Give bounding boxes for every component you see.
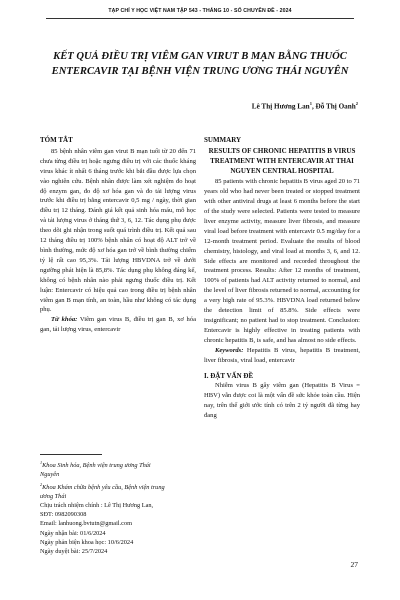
phone-number: SĐT: 0982090308 xyxy=(40,511,87,519)
journal-header: TẠP CHÍ Y HỌC VIỆT NAM TẬP 543 - THÁNG 10 - SỐ CHUYÊN ĐỀ - 2024 xyxy=(108,8,292,14)
keywords-en-text: Hepatitis B virus, hepatitis B treatment, liver fibrosis, viral load, entercavir xyxy=(204,346,360,364)
author-2-affiliation: 2 xyxy=(355,101,358,106)
author-2: Đỗ Thị Oanh xyxy=(315,102,356,111)
email-address: Email: lanhuong.bvtutn@gmail.com xyxy=(40,520,133,528)
footnote-affiliation-1 xyxy=(40,458,200,470)
article-title-vi: KẾT QUẢ ĐIỀU TRỊ VIÊM GAN VIRUT B MẠN BẰNG THUỐC ENTERCAVIR TẠI BỆNH VIỆN TRUNG ƯƠNG THÁI NGUYÊN xyxy=(51,51,349,77)
summary-vi-keywords xyxy=(40,315,196,335)
footnote-1-text: Khoa Sinh hóa, Bệnh viện trung ương Thái xyxy=(42,462,151,470)
summary-en-keywords xyxy=(204,346,360,366)
right-column xyxy=(204,136,360,421)
footnote-1-marker: 1 xyxy=(40,460,43,465)
summary-en-body: 85 patients with chronic hepatitis B virus aged 20 to 71 years old who had never been treated or stopped treatment with other antiviral drugs at least 6 months before the start of the study were selected. Patients were tested to measure liver enzyme activity, measure liver fibrosis, and measure viral load before treatment with entercavir 0.5 mg/day for a 12-month treatment period. Evaluate the results of blood chemistry, histology, and viral load at months 3, 6, and 12. Side effects are monitored and recorded throughout the treatment process. Results: After 12 months of treatment, 100% of patients had ALT activity returned to normal, and the level of liver fibrosis returned to normal, accounting for a very high rate of 95.3%. HBVDNA load returned below the detection limit of 85.8%. Side effects were insignificant; no patient had to stop treatment. Conclusion: Entercavir is highly effective in treating patients with chronic hepatitis B, is safe, and has almost no side effects. xyxy=(204,178,360,344)
left-column xyxy=(40,136,196,335)
date-accepted: Ngày duyệt bài: 25/7/2024 xyxy=(40,548,108,556)
footnotes xyxy=(40,458,200,556)
keywords-vi-label: Từ khóa: xyxy=(51,316,78,324)
footnote-rule xyxy=(40,454,102,455)
page-number: 27 xyxy=(350,560,358,569)
summary-vi-heading: TÓM TẮT xyxy=(40,136,73,144)
header-rule xyxy=(46,18,354,19)
footnote-affiliation-2-cont: ương Thái xyxy=(40,492,67,500)
footnote-affiliation-2 xyxy=(40,480,200,492)
author-separator: , xyxy=(311,102,316,111)
summary-en-heading: SUMMARY xyxy=(204,136,242,144)
footnote-2-text: Khoa Khám chữa bệnh yêu cầu, Bệnh viện trung xyxy=(42,483,165,491)
intro-heading: I. ĐẶT VẤN ĐỀ xyxy=(204,371,254,380)
author-1-affiliation: 1 xyxy=(309,101,312,106)
date-reviewed: Ngày phản biện khoa học: 10/6/2024 xyxy=(40,538,134,546)
footnote-2-marker: 2 xyxy=(40,481,43,487)
date-received: Ngày nhận bài: 01/6/2024 xyxy=(40,529,106,537)
intro-body: Nhiễm virus B gây viêm gan (Hepatitis B Virus = HBV) vẫn được coi là một vấn đề sức khỏe toàn cầu. Hiện nay, trên thế giới ước tính có trên 2 tỷ người đã từng hay đang xyxy=(204,382,360,420)
author-line xyxy=(252,101,358,110)
footnote-affiliation-1-cont: Nguyên xyxy=(40,471,60,479)
corresponding-author: Chịu trách nhiệm chính : Lê Thị Hương Lan, xyxy=(40,502,154,509)
article-title-en: RESULTS OF CHRONIC HEPATITIS B VIRUS TREATMENT WITH ENTERCAVIR AT THAI NGUYEN CENTRAL HOSPITAL xyxy=(208,146,356,175)
author-1: Lê Thị Hương Lan xyxy=(251,102,310,111)
keywords-vi-text: Viêm gan virus B, điều trị gan B, xơ hóa gan, tải lượng virus, entercavir xyxy=(40,316,197,334)
summary-vi-body: 85 bệnh nhân viêm gan virut B mạn tuổi từ 20 đến 71 chưa từng điều trị hoặc ngưng điều trị với các thuốc kháng virus khác ít nhất 6 tháng trước khi bắt đầu được lựa chọn vào nghiên cứu. Bệnh nhân được làm xét nghiệm đo hoạt độ enzym gan, đo độ xơ hóa gan và đo tải lượng virus trước khi điều trị bằng entercavir 0,5 mg / ngày, thời gian điều trị 12 tháng. Đánh giá kết quả sinh hóa máu, mô học và tải lượng virus ở tháng thứ 3, 6, 12. Tác dụng phụ được theo dõi ghi nhận trong suốt quá trình điều trị. Kết quả sau 12 tháng điều trị 100% bệnh nhân có hoạt độ ALT trở về bình thường, mức độ xơ hóa gan trở về bình thường chiếm tỷ lệ rất cao 95,3%. Tải lượng HBVDNA trở về dưới ngưỡng phát hiện là 85,8%. Tác dụng phụ không đáng kể, không có bệnh nhân nào phải ngưng thuốc điều trị. Kết luận: Entercavir có hiệu quả cao trong điều trị bệnh nhân viêm gan B mạn tính, an toàn, hầu như không có tác dụng phụ. xyxy=(40,147,196,314)
keywords-en-label: Keywords: xyxy=(215,346,244,354)
